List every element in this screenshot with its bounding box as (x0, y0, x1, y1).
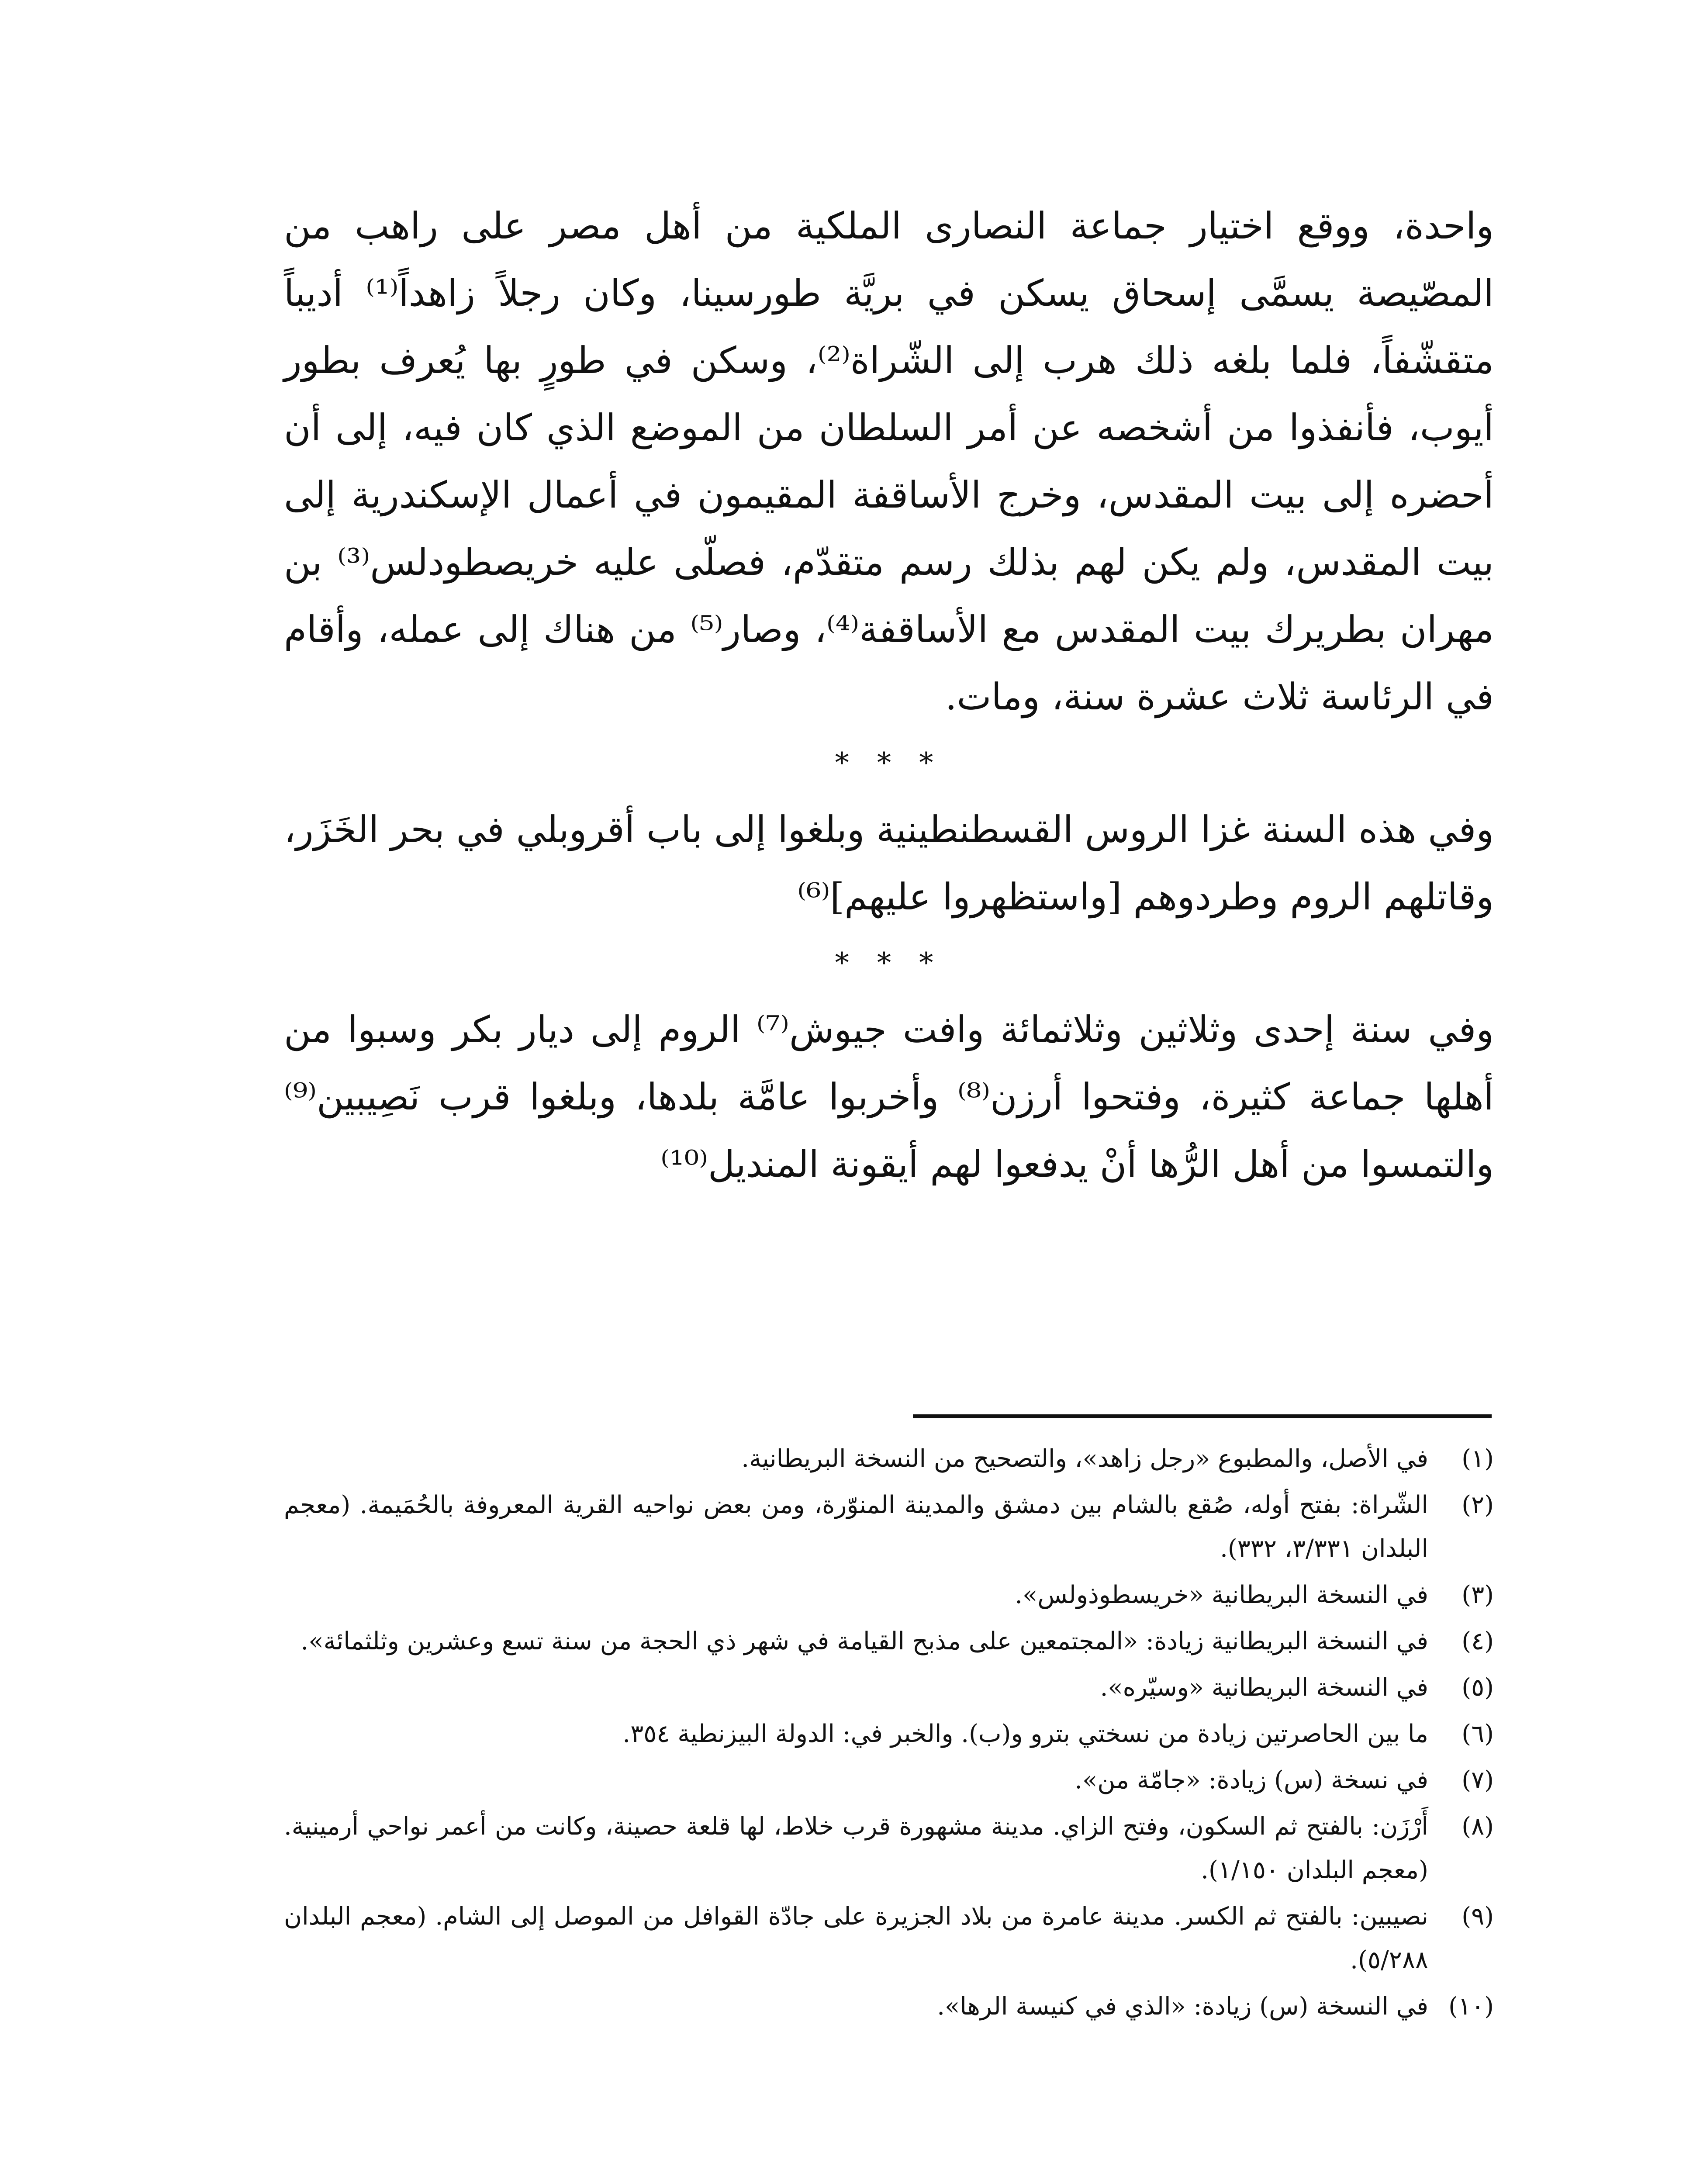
footnote-text: الشّراة: بفتح أوله، صُقع بالشام بين دمشق والمدينة المنوّرة، ومن بعض نواحيه القرية المعروفة بالحُمَيمة. (معجم البلدان ٣/٣٣١، ٣٣٢). (284, 1491, 1428, 1563)
footnote-text: في النسخة البريطانية «خريسطوذولس». (1015, 1581, 1428, 1609)
footnotes (284, 1437, 1494, 2031)
footnote (284, 1985, 1494, 2028)
main-text (284, 192, 1494, 1198)
footnote-number: (٢) (1462, 1491, 1494, 1519)
footnote-number: (٥) (1462, 1673, 1494, 1702)
footnote-text: في النسخة (س) زيادة: «الذي في كنيسة الرها». (937, 1992, 1428, 2021)
footnote (284, 1620, 1494, 1663)
footnote-divider (913, 1414, 1492, 1418)
paragraph-patriarch-election: واحدة، ووقع اختيار جماعة النصارى الملكية من أهل مصر على راهب من المصّيصة يسمَّى إسحاق يسكن في بريَّة طورسينا، وكان رجلاً زاهداً⁽¹⁾ أديباً متقشّفاً، فلما بلغه ذلك هرب إلى الشّراة⁽²⁾، وسكن في طورٍ بها يُعرف بطور أيوب، فأنفذوا من أشخصه عن أمر السلطان من الموضع الذي كان فيه، إلى أن أحضره إلى بيت المقدس، وخرج الأساقفة المقيمون في أعمال الإسكندرية إلى بيت المقدس، ولم يكن لهم بذلك رسم متقدّم، فصلّى عليه خريصطودلس⁽³⁾ بن مهران بطريرك بيت المقدس مع الأساقفة⁽⁴⁾، وصار⁽⁵⁾ من هناك إلى عمله، وأقام في الرئاسة ثلاث عشرة سنة، ومات. (284, 204, 1494, 718)
footnote (284, 1712, 1494, 1756)
footnote-number: (٧) (1462, 1766, 1494, 1794)
footnote-number: (٤) (1462, 1627, 1494, 1655)
paragraph-rus-raid: وفي هذه السنة غزا الروس القسطنطينية وبلغوا إلى باب أقروبلي في بحر الخَزَر، وقاتلهم الروم وطردوهم [واستظهروا عليهم]⁽⁶⁾ (284, 808, 1494, 918)
section-separator: * * * (835, 747, 943, 779)
paragraph-year-331: وفي سنة إحدى وثلاثين وثلاثمائة وافت جيوش⁽⁷⁾ الروم إلى ديار بكر وسبوا من أهلها جماعة كثيرة، وفتحوا أرزن⁽⁸⁾ وأخربوا عامَّة بلدها، وبلغوا قرب نَصِيبين⁽⁹⁾ والتمسوا من أهل الرُّها أنْ يدفعوا لهم أيقونة المنديل⁽¹⁰⁾ (284, 1008, 1494, 1185)
footnote-number: (١) (1462, 1444, 1494, 1473)
footnote-number: (١٠) (1448, 1992, 1494, 2021)
footnote-number: (٣) (1462, 1581, 1494, 1609)
footnote-number: (٦) (1462, 1720, 1494, 1748)
footnote (284, 1573, 1494, 1617)
footnote (284, 1666, 1494, 1710)
footnote-text: نصيبين: بالفتح ثم الكسر. مدينة عامرة من بلاد الجزيرة على جادّة القوافل من الموصل إلى الشام. (معجم البلدان ٥/٢٨٨). (284, 1902, 1428, 1974)
footnote-text: ما بين الحاصرتين زيادة من نسختي بترو و(ب). والخبر في: الدولة البيزنطية ٣٥٤. (622, 1720, 1428, 1748)
footnote (284, 1895, 1494, 1982)
footnote (284, 1805, 1494, 1892)
footnote-text: في الأصل، والمطبوع «رجل زاهد»، والتصحيح من النسخة البريطانية. (741, 1444, 1428, 1473)
footnote-number: (٨) (1462, 1812, 1494, 1841)
footnote (284, 1483, 1494, 1571)
footnote-number: (٩) (1462, 1902, 1494, 1931)
footnote (284, 1437, 1494, 1481)
footnote-text: في النسخة البريطانية «وسيّره». (1100, 1673, 1428, 1702)
section-separator: * * * (835, 947, 943, 979)
footnote-text: أَرْزَن: بالفتح ثم السكون، وفتح الزاي. مدينة مشهورة قرب خلاط، لها قلعة حصينة، وكانت من أعمر نواحي أرمينية. (معجم البلدان ١/١٥٠). (284, 1812, 1428, 1884)
footnote-text: في النسخة البريطانية زيادة: «المجتمعين على مذبح القيامة في شهر ذي الحجة من سنة تسع وعشرين وثلثمائة». (301, 1627, 1428, 1655)
footnote-text: في نسخة (س) زيادة: «جامّة من». (1075, 1766, 1428, 1794)
footnote (284, 1759, 1494, 1802)
